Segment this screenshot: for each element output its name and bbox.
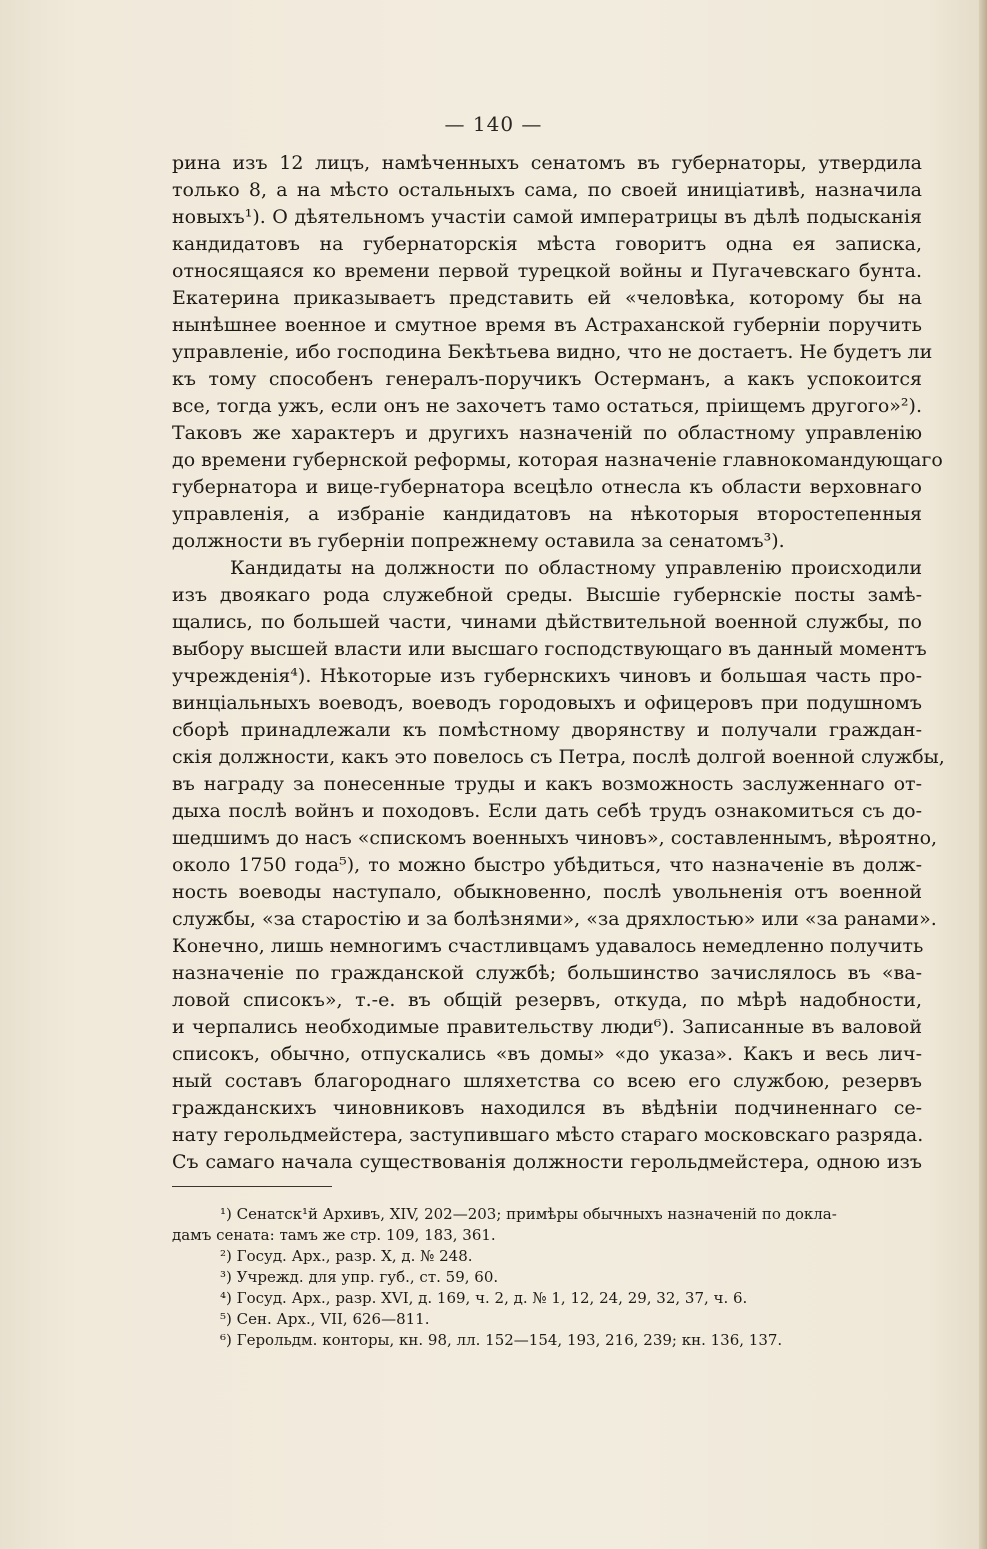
text-line: дыха послѣ войнъ и походовъ. Если дать себѣ трудъ ознакомиться съ до- <box>172 800 922 822</box>
text-line: нату герольдмейстера, заступившаго мѣсто стараго московскаго разряда. <box>172 1124 924 1146</box>
text-line: изъ двоякаго рода служебной среды. Высшіе губернскіе посты замѣ- <box>172 584 922 606</box>
text-line: сборѣ принадлежали къ помѣстному дворянству и получали граждан- <box>172 719 922 741</box>
footnote: ³) Учрежд. для упр. губ., ст. 59, 60. <box>220 1268 499 1286</box>
text-line: все, тогда ужъ, если онъ не захочетъ тамо остаться, пріищемъ другого»²). <box>172 395 922 417</box>
text-line: выбору высшей власти или высшаго господствующаго въ данный моментъ <box>172 638 927 660</box>
main-text <box>172 150 945 1176</box>
footnotes <box>172 1204 912 1351</box>
text-line: щались, по большей части, чинами дѣйствительной военной службы, по <box>172 611 922 633</box>
text-line: управленіе, ибо господина Бекѣтьева видно, что не достаетъ. Не будетъ ли <box>172 341 933 363</box>
text-line: гражданскихъ чиновниковъ находился въ вѣдѣніи подчиненнаго се- <box>172 1097 922 1119</box>
text-line: ловой списокъ», т.-е. въ общій резервъ, откуда, по мѣрѣ надобности, <box>172 989 922 1011</box>
text-line: нынѣшнее военное и смутное время въ Астраханской губерніи поручить <box>172 314 922 336</box>
text-line: Конечно, лишь немногимъ счастливцамъ удавалось немедленно получить <box>172 935 924 957</box>
text-line: Таковъ же характеръ и другихъ назначеній по областному управленію <box>172 422 922 444</box>
text-line: рина изъ 12 лицъ, намѣченныхъ сенатомъ въ губернаторы, утвердила <box>172 152 922 174</box>
text-line: ность воеводы наступало, обыкновенно, послѣ увольненія отъ военной <box>172 881 922 903</box>
text-line: ный составъ благороднаго шляхетства со всею его службою, резервъ <box>172 1070 922 1092</box>
paragraph-start-line: Кандидаты на должности по областному управленію происходили <box>230 557 922 579</box>
page-number: — 140 — <box>444 112 543 136</box>
text-line: назначеніе по гражданской службѣ; большинство зачислялось въ «ва- <box>172 962 922 984</box>
paragraph-end-line: должности въ губерніи попрежнему оставила за сенатомъ³). <box>172 530 785 552</box>
text-line: винціальныхъ воеводъ, воеводъ городовыхъ и офицеровъ при подушномъ <box>172 692 922 714</box>
footnote: ⁵) Сен. Арх., VII, 626—811. <box>220 1310 430 1328</box>
text-line: управленія, а избраніе кандидатовъ на нѣкоторыя второстепенныя <box>172 503 922 525</box>
footnote: ²) Госуд. Арх., разр. X, д. № 248. <box>220 1247 473 1265</box>
text-line: около 1750 года⁵), то можно быстро убѣдиться, что назначеніе въ долж- <box>172 854 922 876</box>
text-line: Екатерина приказываетъ представить ей «человѣка, которому бы на <box>172 287 922 309</box>
text-line: и черпались необходимые правительству люди⁶). Записанные въ валовой <box>172 1016 922 1038</box>
text-line: службы, «за старостію и за болѣзнями», «за дряхлостью» или «за ранами». <box>172 908 937 930</box>
footnote-divider <box>172 1186 332 1187</box>
footnote: ⁴) Госуд. Арх., разр. XVI, д. 169, ч. 2, д. № 1, 12, 24, 29, 32, 37, ч. 6. <box>220 1289 748 1307</box>
text-line: шедшимъ до насъ «спискомъ военныхъ чиновъ», составленнымъ, вѣроятно, <box>172 827 938 849</box>
text-line: относящаяся ко времени первой турецкой войны и Пугачевскаго бунта. <box>172 260 922 282</box>
text-line: до времени губернской реформы, которая назначеніе главнокомандующаго <box>172 449 943 471</box>
text-line: скія должности, какъ это повелось съ Петра, послѣ долгой военной службы, <box>172 746 945 768</box>
text-line: кандидатовъ на губернаторскія мѣста говоритъ одна ея записка, <box>172 233 922 255</box>
text-line: учрежденія⁴). Нѣкоторые изъ губернскихъ чиновъ и большая часть про- <box>172 665 922 687</box>
text-line: къ тому способенъ генералъ-поручикъ Остерманъ, а какъ успокоится <box>172 368 922 390</box>
footnote: ⁶) Герольдм. конторы, кн. 98, лл. 152—154, 193, 216, 239; кн. 136, 137. <box>220 1331 783 1349</box>
text-line: губернатора и вице-губернатора всецѣло отнесла къ области верховнаго <box>172 476 922 498</box>
footnote: ¹) Сенатск¹й Архивъ, XIV, 202—203; примѣры обычныхъ назначеній по докла- <box>220 1205 837 1223</box>
text-line: только 8, а на мѣсто остальныхъ сама, по своей иниціативѣ, назначила <box>172 179 922 201</box>
text-line: новыхъ¹). О дѣятельномъ участіи самой императрицы въ дѣлѣ подысканія <box>172 206 922 228</box>
text-line: въ награду за понесенные труды и какъ возможность заслуженнаго от- <box>172 773 922 795</box>
text-line: списокъ, обычно, отпускались «въ домы» «до указа». Какъ и весь лич- <box>172 1043 922 1065</box>
footnote-continuation: дамъ сената: тамъ же стр. 109, 183, 361. <box>172 1226 496 1244</box>
text-line: Съ самаго начала существованія должности герольдмейстера, одною изъ <box>172 1151 922 1173</box>
